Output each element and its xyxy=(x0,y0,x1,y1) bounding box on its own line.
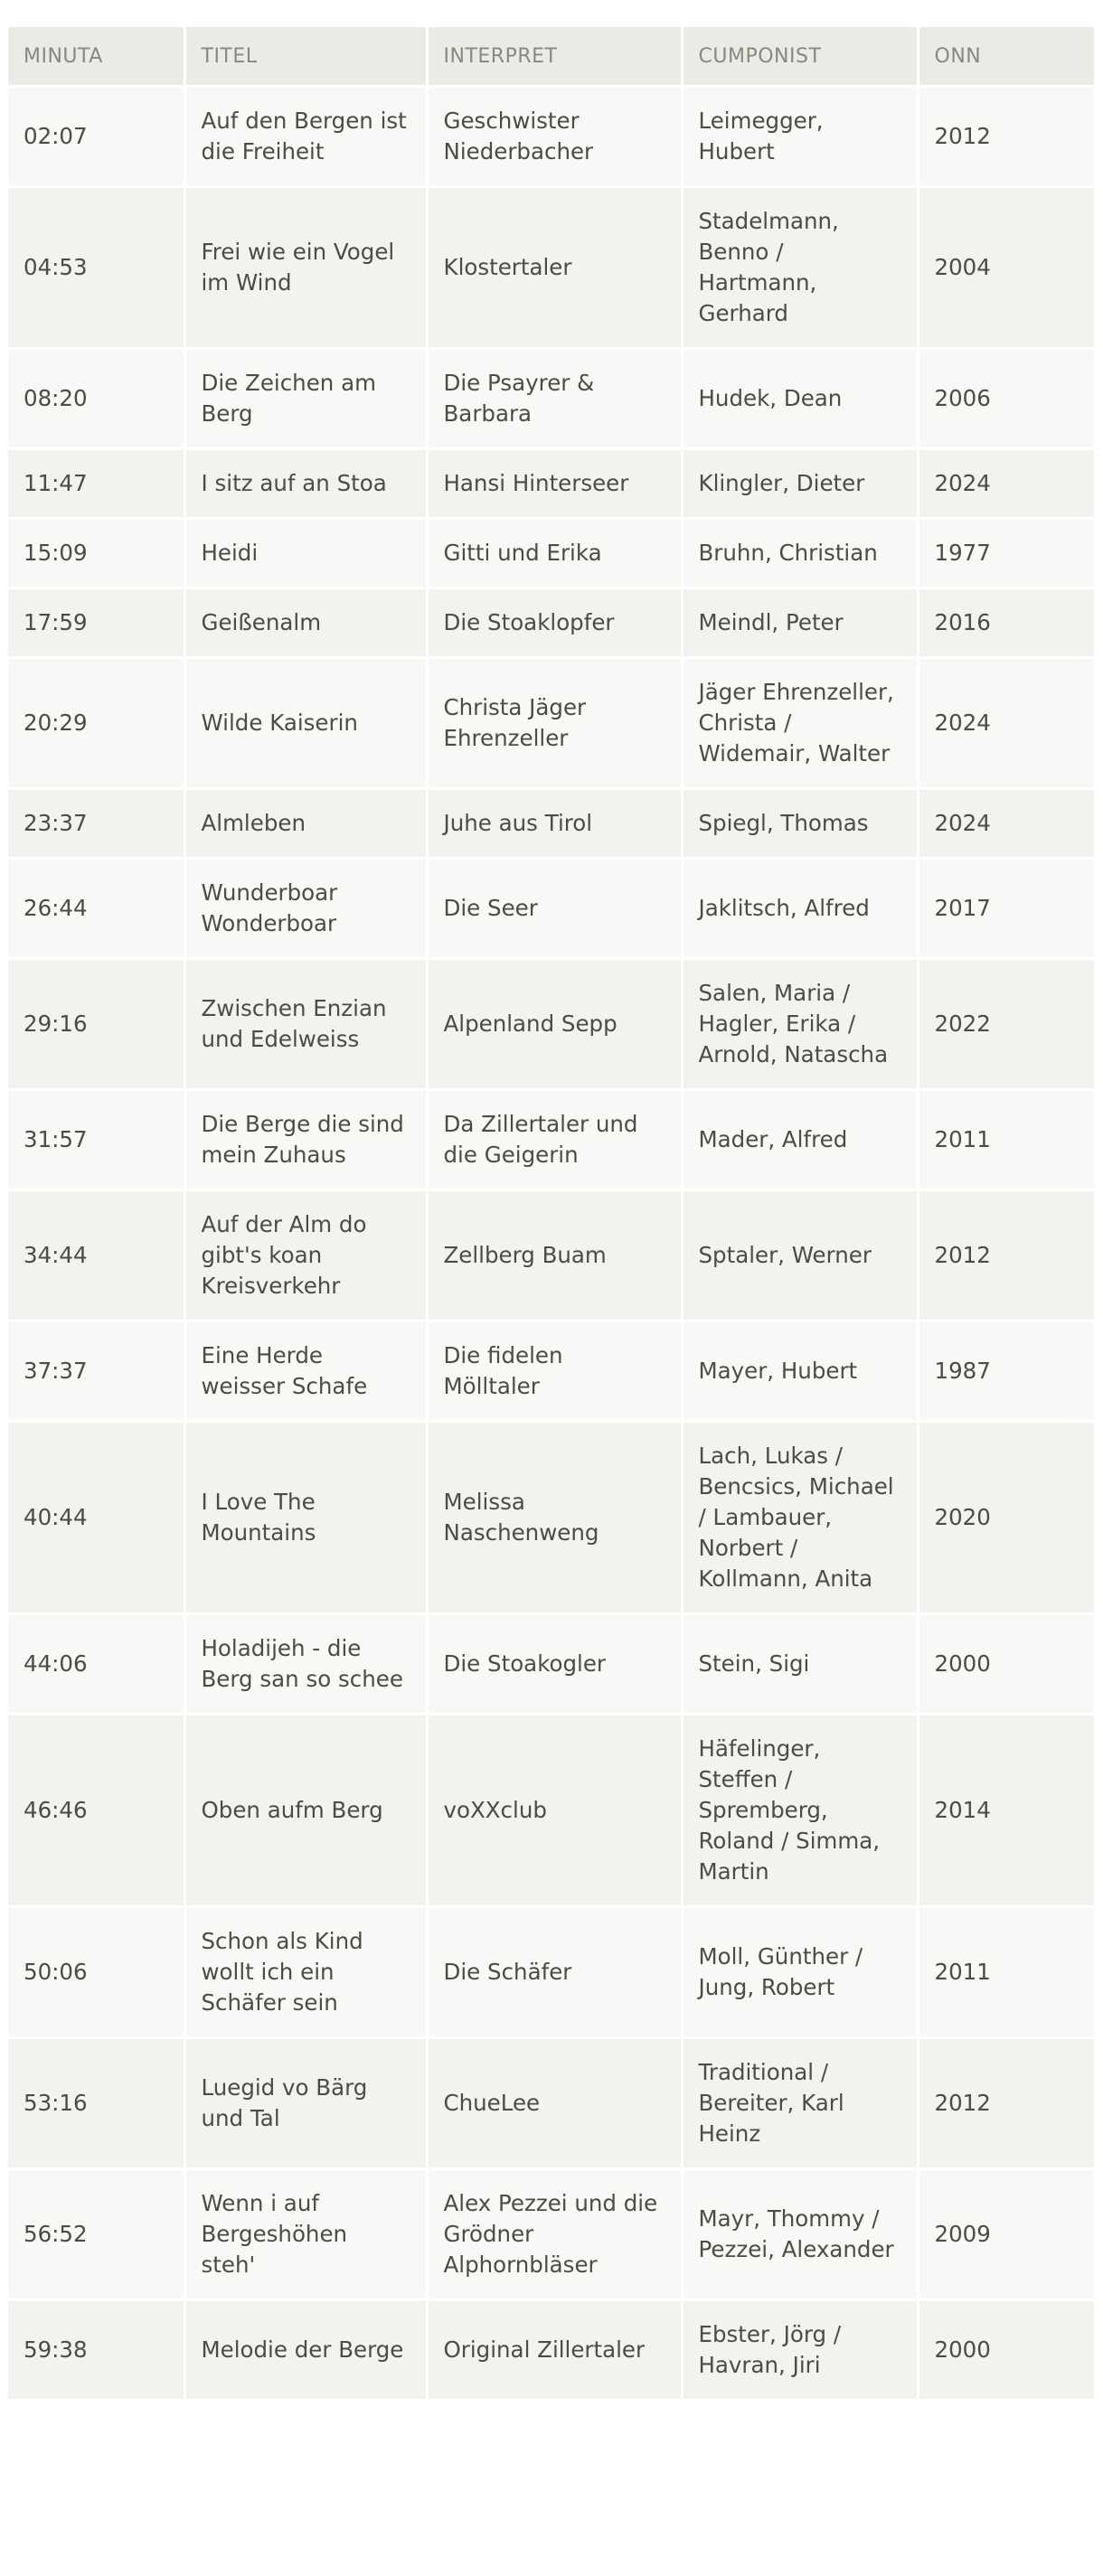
cell-titel: Heidi xyxy=(184,519,427,588)
cell-onn: 2016 xyxy=(918,588,1094,658)
playlist-table-container xyxy=(8,27,1094,2399)
cell-onn: 2012 xyxy=(918,1190,1094,1321)
cell-titel: Wilde Kaiserin xyxy=(184,658,427,789)
cell-cumponist: Leimegger, Hubert xyxy=(682,87,918,187)
cell-titel: Geißenalm xyxy=(184,588,427,658)
cell-minuta: 08:20 xyxy=(8,349,184,449)
cell-interpret: voXXclub xyxy=(427,1715,682,1907)
table-row xyxy=(8,789,1094,859)
cell-interpret: Geschwister Niederbacher xyxy=(427,87,682,187)
cell-onn: 2000 xyxy=(918,1614,1094,1715)
table-row xyxy=(8,658,1094,789)
table-row xyxy=(8,859,1094,959)
cell-minuta: 20:29 xyxy=(8,658,184,789)
table-body xyxy=(8,87,1094,2400)
cell-titel: I sitz auf an Stoa xyxy=(184,449,427,519)
cell-cumponist: Traditional / Bereiter, Karl Heinz xyxy=(682,2038,918,2169)
table-row xyxy=(8,959,1094,1090)
cell-titel: Wunderboar Wonderboar xyxy=(184,859,427,959)
cell-cumponist: Salen, Maria / Hagler, Erika / Arnold, Natascha xyxy=(682,959,918,1090)
cell-interpret: Zellberg Buam xyxy=(427,1190,682,1321)
cell-minuta: 31:57 xyxy=(8,1090,184,1190)
cell-minuta: 44:06 xyxy=(8,1614,184,1715)
cell-cumponist: Jaklitsch, Alfred xyxy=(682,859,918,959)
header-minuta: MINUTA xyxy=(8,27,184,87)
cell-onn: 2014 xyxy=(918,1715,1094,1907)
cell-cumponist: Hudek, Dean xyxy=(682,349,918,449)
cell-titel: Melodie der Berge xyxy=(184,2300,427,2400)
cell-interpret: Melissa Naschenweng xyxy=(427,1422,682,1614)
cell-titel: Frei wie ein Vogel im Wind xyxy=(184,187,427,349)
cell-titel: Eine Herde weisser Schafe xyxy=(184,1321,427,1422)
table-row xyxy=(8,2300,1094,2400)
cell-minuta: 23:37 xyxy=(8,789,184,859)
table-row xyxy=(8,519,1094,588)
cell-onn: 2024 xyxy=(918,789,1094,859)
cell-cumponist: Bruhn, Christian xyxy=(682,519,918,588)
cell-interpret: Hansi Hinterseer xyxy=(427,449,682,519)
cell-onn: 2012 xyxy=(918,87,1094,187)
playlist-table xyxy=(8,27,1094,2399)
cell-interpret: ChueLee xyxy=(427,2038,682,2169)
cell-onn: 2024 xyxy=(918,449,1094,519)
table-row xyxy=(8,2038,1094,2169)
table-header-row xyxy=(8,27,1094,87)
cell-minuta: 15:09 xyxy=(8,519,184,588)
cell-onn: 2006 xyxy=(918,349,1094,449)
cell-minuta: 02:07 xyxy=(8,87,184,187)
cell-cumponist: Jäger Ehrenzeller, Christa / Widemair, Walter xyxy=(682,658,918,789)
cell-titel: Zwischen Enzian und Edelweiss xyxy=(184,959,427,1090)
cell-interpret: Klostertaler xyxy=(427,187,682,349)
cell-minuta: 11:47 xyxy=(8,449,184,519)
cell-interpret: Christa Jäger Ehrenzeller xyxy=(427,658,682,789)
cell-titel: Holadijeh - die Berg san so schee xyxy=(184,1614,427,1715)
cell-interpret: Die Stoakogler xyxy=(427,1614,682,1715)
cell-onn: 1987 xyxy=(918,1321,1094,1422)
cell-onn: 2012 xyxy=(918,2038,1094,2169)
cell-interpret: Original Zillertaler xyxy=(427,2300,682,2400)
table-row xyxy=(8,349,1094,449)
table-row xyxy=(8,1090,1094,1190)
cell-onn: 2022 xyxy=(918,959,1094,1090)
cell-cumponist: Mayr, Thommy / Pezzei, Alexander xyxy=(682,2169,918,2300)
cell-interpret: Die Schäfer xyxy=(427,1907,682,2038)
cell-interpret: Die fidelen Mölltaler xyxy=(427,1321,682,1422)
cell-interpret: Alpenland Sepp xyxy=(427,959,682,1090)
table-row xyxy=(8,1907,1094,2038)
cell-titel: Auf der Alm do gibt's koan Kreisverkehr xyxy=(184,1190,427,1321)
table-row xyxy=(8,1715,1094,1907)
cell-titel: I Love The Mountains xyxy=(184,1422,427,1614)
header-titel: TITEL xyxy=(184,27,427,87)
cell-minuta: 56:52 xyxy=(8,2169,184,2300)
cell-minuta: 17:59 xyxy=(8,588,184,658)
table-row xyxy=(8,588,1094,658)
cell-cumponist: Spiegl, Thomas xyxy=(682,789,918,859)
cell-minuta: 46:46 xyxy=(8,1715,184,1907)
cell-interpret: Die Stoaklopfer xyxy=(427,588,682,658)
cell-titel: Wenn i auf Bergeshöhen steh' xyxy=(184,2169,427,2300)
cell-titel: Schon als Kind wollt ich ein Schäfer sein xyxy=(184,1907,427,2038)
cell-interpret: Alex Pezzei und die Grödner Alphornbläser xyxy=(427,2169,682,2300)
table-row xyxy=(8,187,1094,349)
cell-onn: 2011 xyxy=(918,1907,1094,2038)
cell-onn: 2009 xyxy=(918,2169,1094,2300)
cell-onn: 1977 xyxy=(918,519,1094,588)
cell-titel: Almleben xyxy=(184,789,427,859)
cell-cumponist: Häfelinger, Steffen / Spremberg, Roland / Simma, Martin xyxy=(682,1715,918,1907)
cell-cumponist: Meindl, Peter xyxy=(682,588,918,658)
cell-titel: Oben aufm Berg xyxy=(184,1715,427,1907)
cell-interpret: Juhe aus Tirol xyxy=(427,789,682,859)
cell-cumponist: Stadelmann, Benno / Hartmann, Gerhard xyxy=(682,187,918,349)
header-onn: ONN xyxy=(918,27,1094,87)
cell-cumponist: Ebster, Jörg / Havran, Jiri xyxy=(682,2300,918,2400)
cell-minuta: 26:44 xyxy=(8,859,184,959)
cell-cumponist: Stein, Sigi xyxy=(682,1614,918,1715)
cell-minuta: 34:44 xyxy=(8,1190,184,1321)
cell-minuta: 53:16 xyxy=(8,2038,184,2169)
cell-onn: 2000 xyxy=(918,2300,1094,2400)
cell-minuta: 29:16 xyxy=(8,959,184,1090)
header-interpret: INTERPRET xyxy=(427,27,682,87)
table-row xyxy=(8,1190,1094,1321)
cell-titel: Die Berge die sind mein Zuhaus xyxy=(184,1090,427,1190)
cell-cumponist: Sptaler, Werner xyxy=(682,1190,918,1321)
cell-minuta: 04:53 xyxy=(8,187,184,349)
cell-interpret: Da Zillertaler und die Geigerin xyxy=(427,1090,682,1190)
table-row xyxy=(8,1614,1094,1715)
cell-interpret: Die Seer xyxy=(427,859,682,959)
cell-titel: Die Zeichen am Berg xyxy=(184,349,427,449)
table-row xyxy=(8,87,1094,187)
cell-onn: 2017 xyxy=(918,859,1094,959)
cell-cumponist: Klingler, Dieter xyxy=(682,449,918,519)
cell-onn: 2011 xyxy=(918,1090,1094,1190)
table-row xyxy=(8,1321,1094,1422)
cell-onn: 2020 xyxy=(918,1422,1094,1614)
cell-minuta: 59:38 xyxy=(8,2300,184,2400)
cell-cumponist: Lach, Lukas / Bencsics, Michael / Lambauer, Norbert / Kollmann, Anita xyxy=(682,1422,918,1614)
cell-minuta: 50:06 xyxy=(8,1907,184,2038)
table-row xyxy=(8,449,1094,519)
cell-onn: 2024 xyxy=(918,658,1094,789)
cell-titel: Luegid vo Bärg und Tal xyxy=(184,2038,427,2169)
cell-onn: 2004 xyxy=(918,187,1094,349)
cell-cumponist: Moll, Günther / Jung, Robert xyxy=(682,1907,918,2038)
cell-cumponist: Mayer, Hubert xyxy=(682,1321,918,1422)
header-cumponist: CUMPONIST xyxy=(682,27,918,87)
cell-interpret: Gitti und Erika xyxy=(427,519,682,588)
table-row xyxy=(8,2169,1094,2300)
cell-minuta: 37:37 xyxy=(8,1321,184,1422)
table-row xyxy=(8,1422,1094,1614)
cell-titel: Auf den Bergen ist die Freiheit xyxy=(184,87,427,187)
cell-cumponist: Mader, Alfred xyxy=(682,1090,918,1190)
cell-interpret: Die Psayrer & Barbara xyxy=(427,349,682,449)
cell-minuta: 40:44 xyxy=(8,1422,184,1614)
